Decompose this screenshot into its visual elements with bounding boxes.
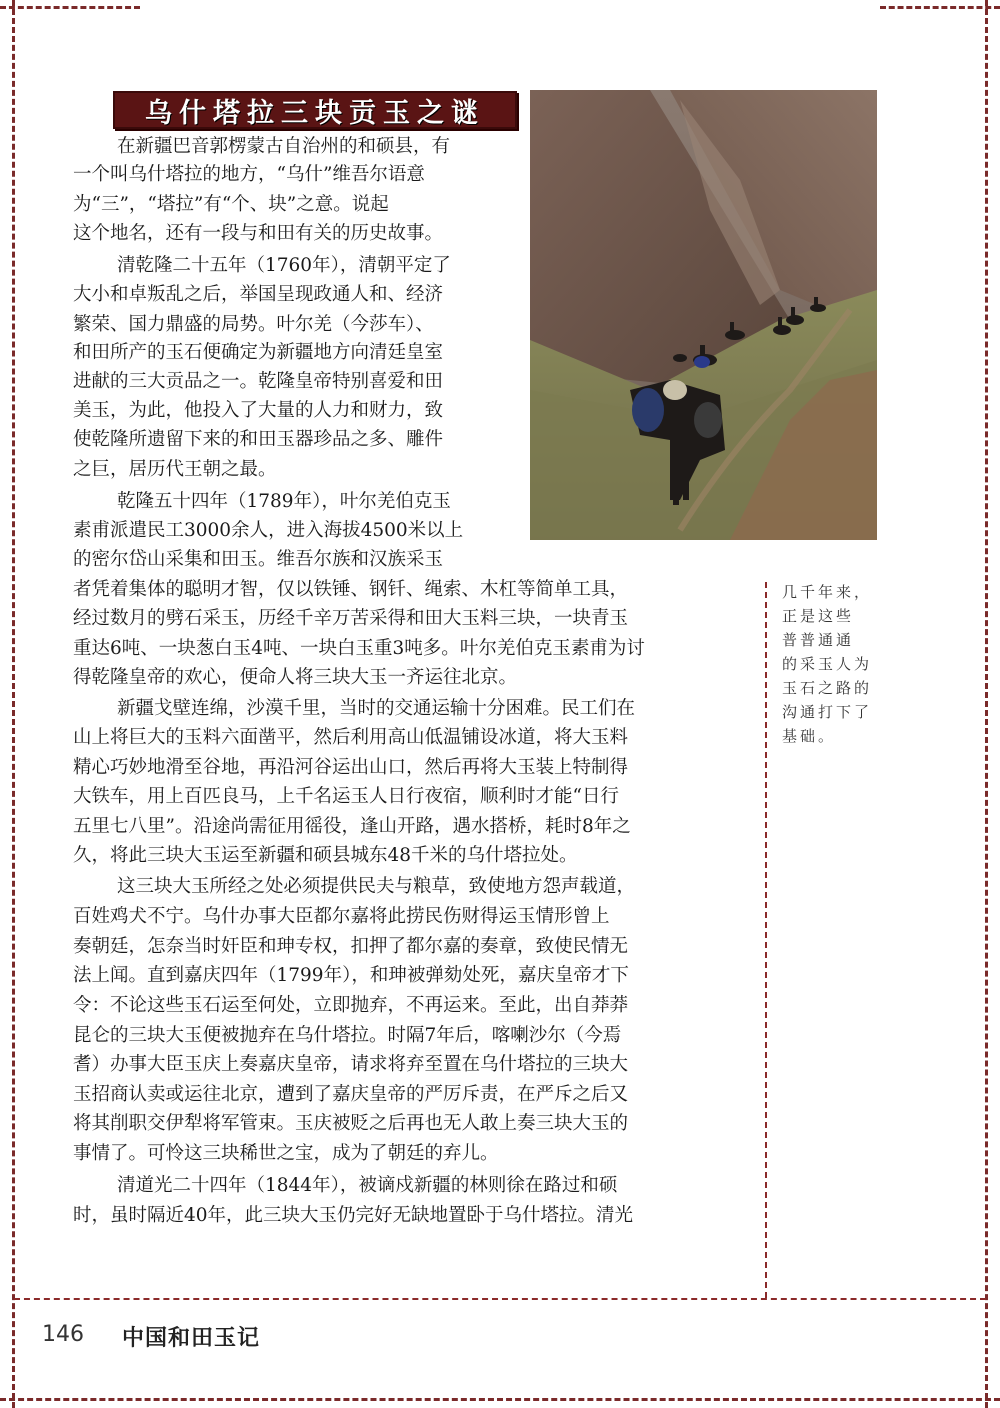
page-border-left — [12, 0, 15, 1408]
body-text-line: 精心巧妙地滑至谷地，再沿河谷运出山口，然后再将大玉装上特制得 — [73, 757, 629, 778]
body-text-line: 重达6吨、一块葱白玉4吨、一块白玉重3吨多。叶尔羌伯克玉素甫为讨 — [73, 638, 645, 659]
side-note-line: 基础。 — [782, 727, 837, 745]
side-note-line: 正是这些 — [782, 607, 855, 625]
body-text-line: 五里七八里”。沿途尚需征用徭役，逢山开路，遇水搭桥，耗时8年之 — [73, 816, 631, 837]
body-text-line: 经过数月的劈石采玉，历经千辛万苦采得和田大玉料三块，一块青玉 — [73, 608, 629, 629]
side-note-line: 的采玉人为 — [782, 655, 873, 673]
body-text-line: 乾隆五十四年（1789年），叶尔羌伯克玉 — [117, 491, 451, 512]
body-text-line: 久，将此三块大玉运至新疆和硕县城东48千米的乌什塔拉处。 — [73, 845, 578, 866]
side-note-line: 沟通打下了 — [782, 703, 873, 721]
body-text-line: 法上闻。直到嘉庆四年（1799年），和珅被弹劾处死，嘉庆皇帝才下 — [73, 965, 629, 986]
page-border-right — [985, 0, 988, 1408]
section-title-banner — [113, 91, 517, 129]
body-text-line: 清道光二十四年（1844年），被谪戍新疆的林则徐在路过和硕 — [117, 1175, 618, 1196]
body-text-line: 新疆戈壁连绵，沙漠千里，当时的交通运输十分困难。民工们在 — [117, 698, 636, 719]
photo-illustration — [530, 90, 877, 540]
body-text-line: 进献的三大贡品之一。乾隆皇帝特别喜爱和田 — [73, 371, 444, 392]
body-text-line: 百姓鸡犬不宁。乌什办事大臣都尔嘉将此捞民伤财得运玉情形曾上 — [73, 906, 610, 927]
body-text-line: 使乾隆所遗留下来的和田玉器珍品之多、雕件 — [73, 429, 444, 450]
body-text-line: 玉招商认卖或运往北京，遭到了嘉庆皇帝的严厉斥责，在严斥之后又 — [73, 1084, 629, 1105]
body-text-line: 事情了。可怜这三块稀世之宝，成为了朝廷的弃儿。 — [73, 1143, 499, 1164]
page-border-top-left — [0, 6, 140, 9]
body-text-line: 时，虽时隔近40年，此三块大玉仍完好无缺地置卧于乌什塔拉。清光 — [73, 1205, 634, 1226]
body-text-line: 大铁车，用上百匹良马，上千名运玉人日行夜宿，顺利时才能“日行 — [73, 786, 619, 807]
body-text-line: 一个叫乌什塔拉的地方，“乌什”维吾尔语意 — [73, 164, 425, 185]
body-text-line: 奏朝廷，怎奈当时奸臣和珅专权，扣押了都尔嘉的奏章，致使民情无 — [73, 936, 629, 957]
body-text-line: 耆）办事大臣玉庆上奏嘉庆皇帝，请求将弃至置在乌什塔拉的三块大 — [73, 1054, 629, 1075]
body-text-line: 得乾隆皇帝的欢心，便命人将三块大玉一齐运往北京。 — [73, 667, 518, 688]
mountain-caravan-photo — [530, 90, 877, 540]
side-note-line: 几千年来， — [782, 583, 873, 601]
page-border-top-right — [880, 6, 1000, 9]
body-text-line: 这个地名，还有一段与和田有关的历史故事。 — [73, 223, 444, 244]
page-border-bottom — [0, 1398, 1000, 1401]
section-title: 乌什塔拉三块贡玉之谜 — [145, 97, 485, 129]
body-text-line: 者凭着集体的聪明才智，仅以铁锤、钢钎、绳索、木杠等简单工具， — [73, 579, 629, 600]
body-text-line: 将其削职交伊犁将军管束。玉庆被贬之后再也无人敢上奏三块大玉的 — [73, 1113, 629, 1134]
body-text-line: 清乾隆二十五年（1760年），清朝平定了 — [117, 255, 451, 276]
body-text-line: 之巨，居历代王朝之最。 — [73, 459, 277, 480]
body-text-line: 为“三”，“塔拉”有“个、块”之意。说起 — [73, 194, 389, 215]
side-note-line: 普普通通 — [782, 631, 855, 649]
body-text-line: 的密尔岱山采集和田玉。维吾尔族和汉族采玉 — [73, 549, 444, 570]
body-text-line: 在新疆巴音郭楞蒙古自治州的和硕县，有 — [117, 136, 451, 157]
body-text-line: 繁荣、国力鼎盛的局势。叶尔羌（今莎车）、 — [73, 314, 434, 335]
page-number: 146 — [42, 1322, 84, 1347]
body-text-line: 这三块大玉所经之处必须提供民夫与粮草，致使地方怨声载道， — [117, 876, 636, 897]
body-text-line: 令：不论这些玉石运至何处，立即抛弃，不再运来。至此，出自莽莽 — [73, 995, 629, 1016]
side-note — [782, 580, 882, 748]
body-text-line: 昆仑的三块大玉便被抛弃在乌什塔拉。时隔7年后，喀喇沙尔（今焉 — [73, 1025, 622, 1046]
body-text-line: 美玉，为此，他投入了大量的人力和财力，致 — [73, 400, 444, 421]
body-text-line: 素甫派遣民工3000余人，进入海拔4500米以上 — [73, 520, 464, 541]
side-note-line: 玉石之路的 — [782, 679, 873, 697]
footer-divider — [14, 1298, 986, 1300]
body-text-line: 山上将巨大的玉料六面凿平，然后利用高山低温铺设冰道，将大玉料 — [73, 727, 629, 748]
body-text-line: 和田所产的玉石便确定为新疆地方向清廷皇室 — [73, 342, 444, 363]
side-note-divider — [765, 582, 767, 1298]
book-title: 中国和田玉记 — [122, 1325, 261, 1351]
body-text-line: 大小和卓叛乱之后，举国呈现政通人和、经济 — [73, 284, 444, 305]
